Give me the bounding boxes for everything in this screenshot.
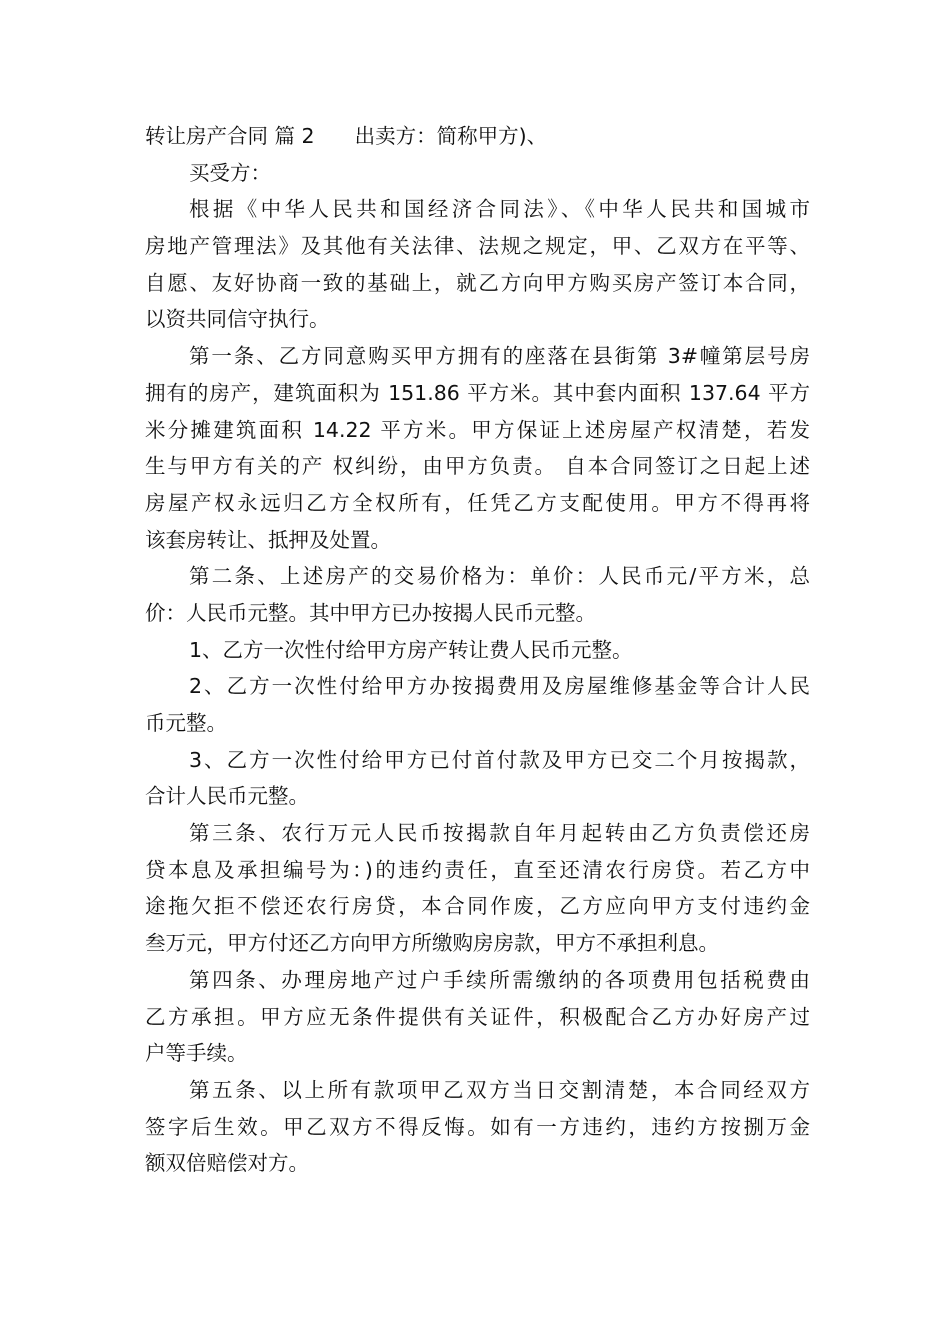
- text-line: [145, 742, 810, 779]
- text-line-content: 第一条、乙方同意购买甲方拥有的座落在县街第 3#幢第层号房: [189, 344, 810, 369]
- text-line: [145, 228, 810, 265]
- text-line: [145, 265, 810, 302]
- text-line: [145, 375, 810, 412]
- text-line-content: 房屋产权永远归乙方全权所有，任凭乙方支配使用。甲方不得再将: [145, 490, 810, 515]
- text-line-content: 米分摊建筑面积 14.22 平方米。甲方保证上述房屋产权清楚，若发: [145, 417, 810, 442]
- text-line-content: 额双倍赔偿对方。: [145, 1151, 309, 1176]
- text-line: [145, 412, 810, 449]
- text-line-content: 签字后生效。甲乙双方不得反悔。如有一方违约，违约方按捌万金: [145, 1114, 810, 1139]
- text-line-content: 户等手续。: [145, 1041, 248, 1066]
- text-line: [145, 1072, 810, 1109]
- text-line: [145, 1035, 810, 1072]
- text-line: [145, 191, 810, 228]
- text-line-content: 贷本息及承担编号为：)的违约责任，直至还清农行房贷。若乙方中: [145, 857, 810, 882]
- text-line: [145, 852, 810, 889]
- text-line-content: 以资共同信守执行。: [145, 307, 330, 332]
- text-line: [145, 301, 810, 338]
- text-line-content: 1、乙方一次性付给甲方房产转让费人民币元整。: [189, 637, 633, 662]
- text-line: [145, 668, 810, 705]
- text-line: [145, 962, 810, 999]
- text-line-content: 2、乙方一次性付给甲方办按揭费用及房屋维修基金等合计人民: [189, 674, 810, 699]
- text-line-content: 币元整。: [145, 711, 227, 735]
- text-line: [145, 1109, 810, 1146]
- text-line: [145, 888, 810, 925]
- text-line-content: 合计人民币元整。: [145, 784, 309, 809]
- text-line: [145, 558, 810, 595]
- document-heading: [145, 118, 810, 155]
- text-line: [145, 338, 810, 375]
- text-line-content: 第四条、办理房地产过户手续所需缴纳的各项费用包括税费由: [189, 967, 810, 992]
- text-line-content: 拥有的房产，建筑面积为 151.86 平方米。其中套内面积 137.64 平方: [145, 380, 810, 405]
- text-line-content: 第五条、以上所有款项甲乙双方当日交割清楚，本合同经双方: [189, 1077, 810, 1102]
- text-line-content: 第二条、上述房产的交易价格为：单价：人民币元/平方米，总: [189, 564, 810, 589]
- text-line-content: 自愿、友好协商一致的基础上，就乙方向甲方购买房产签订本合同，: [145, 270, 810, 295]
- text-line: [145, 595, 810, 632]
- text-line: [145, 1145, 810, 1182]
- seller-line: 出卖方：简称甲方)、: [354, 124, 548, 148]
- text-line-content: 生与甲方有关的产 权纠纷，由甲方负责。 自本合同签订之日起上述: [145, 454, 810, 479]
- text-line-content: 第三条、农行万元人民币按揭款自年月起转由乙方负责偿还房: [189, 821, 810, 846]
- text-line: [145, 815, 810, 852]
- text-line: [145, 999, 810, 1036]
- document-body: [145, 118, 810, 1182]
- text-line-content: 途拖欠拒不偿还农行房贷，本合同作废，乙方应向甲方支付违约金: [145, 894, 810, 919]
- text-line-content: 根据《中华人民共和国经济合同法》、《中华人民共和国城市: [189, 197, 810, 222]
- text-line: [145, 155, 810, 192]
- text-line: [145, 632, 810, 669]
- text-line-content: 房地产管理法》及其他有关法律、法规之规定，甲、乙双方在平等、: [145, 234, 810, 259]
- contract-text: [145, 155, 810, 1182]
- text-line-content: 买受方：: [189, 160, 271, 185]
- contract-title: 转让房产合同 篇 2: [145, 124, 315, 148]
- text-line: [145, 925, 810, 962]
- text-line: [145, 522, 810, 559]
- text-line-content: 该套房转让、抵押及处置。: [145, 527, 391, 552]
- text-line-content: 价：人民币元整。其中甲方已办按揭人民币元整。: [145, 600, 596, 625]
- text-line-content: 3、乙方一次性付给甲方已付首付款及甲方已交二个月按揭款，: [189, 747, 810, 772]
- text-line: [145, 778, 810, 815]
- text-line: [145, 705, 810, 742]
- text-line-content: 乙方承担。甲方应无条件提供有关证件，积极配合乙方办好房产过: [145, 1004, 810, 1029]
- text-line-content: 叁万元，甲方付还乙方向甲方所缴购房房款，甲方不承担利息。: [145, 931, 719, 956]
- text-line: [145, 448, 810, 485]
- text-line: [145, 485, 810, 522]
